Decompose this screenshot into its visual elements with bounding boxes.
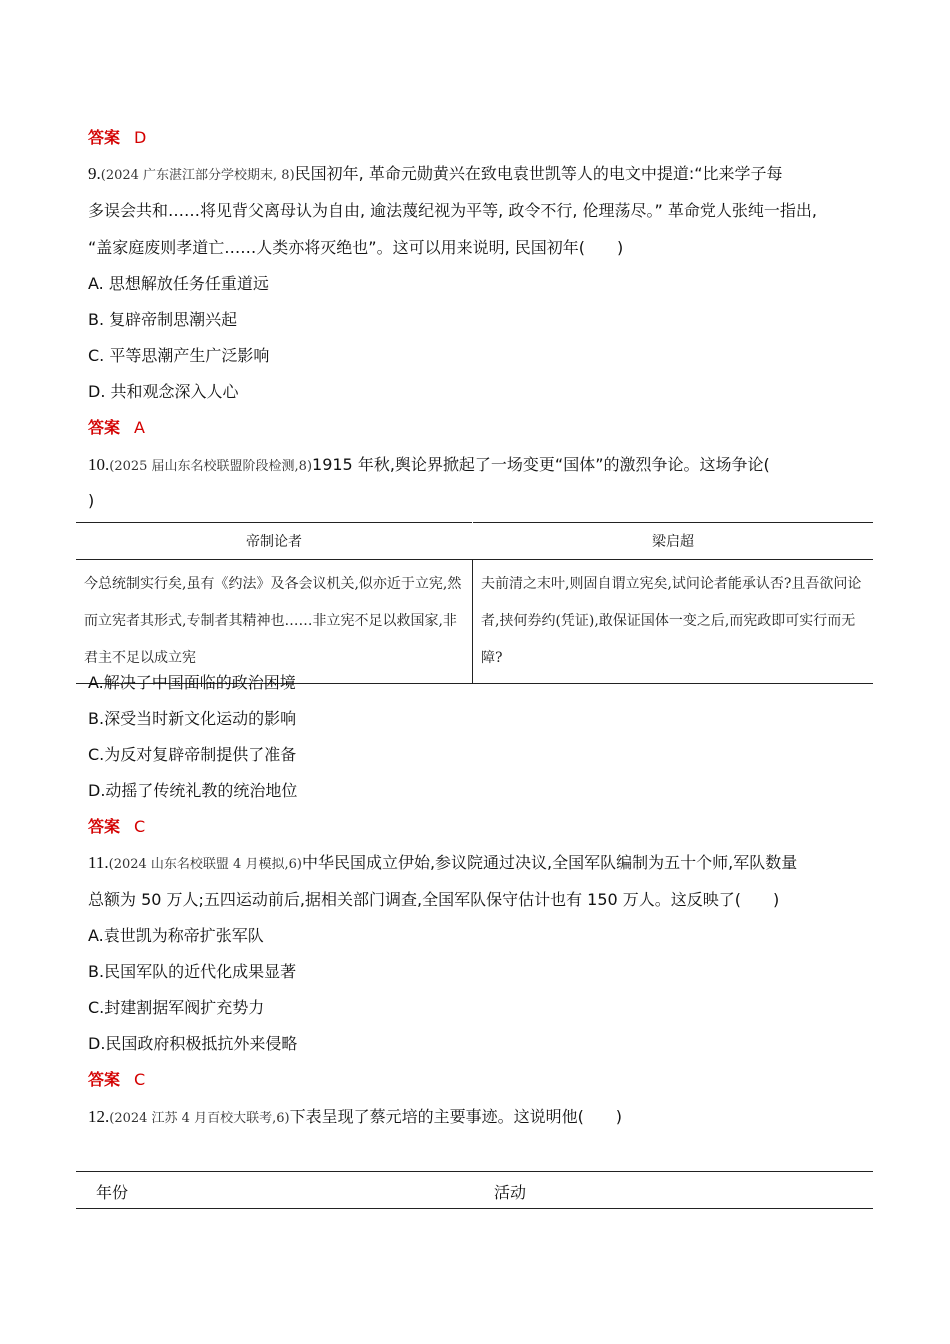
q9-option-a: A. 思想解放任务任重道远	[88, 274, 269, 293]
q12-table-header-row	[76, 1171, 873, 1209]
q10-option-c: C.为反对复辟帝制提供了准备	[88, 745, 297, 764]
question-source: (2024 江苏 4 月百校大联考,6)	[109, 1111, 290, 1126]
table-cell: 今总统制实行矣,虽有《约法》及各会议机关,似亦近于立宪,然而立宪者其形式,专制者其精神也……非立宪不足以救国家,非君主不足以成立宪	[76, 560, 473, 684]
stem-text: 1915 年秋,舆论界掀起了一场变更“国体”的激烈争论。这场争论(	[312, 455, 770, 474]
question-source: (2024 山东名校联盟 4 月模拟,6)	[108, 857, 302, 872]
table-header-activity: 活动	[494, 1183, 527, 1202]
q10-option-d: D.动摇了传统礼教的统治地位	[88, 781, 298, 800]
q11-option-a: A.袁世凯为称帝扩张军队	[88, 926, 264, 945]
answer-label: 答案	[88, 128, 121, 147]
table-header-year: 年份	[96, 1183, 129, 1202]
q10-stem-line1	[88, 455, 770, 477]
answer-value: A	[134, 418, 145, 437]
question-source: (2025 届山东名校联盟阶段检测,8)	[109, 459, 313, 474]
question-number: 11.	[88, 853, 109, 872]
q9-option-b: B. 复辟帝制思潮兴起	[88, 310, 238, 329]
q9-stem-line2: 多误会共和……将见背父离母认为自由, 逾法蔑纪视为平等, 政令不行, 伦理荡尽。” 革命党人张纯一指出,	[88, 201, 817, 220]
table-row	[76, 560, 873, 684]
answer-value: D	[134, 128, 147, 147]
answer-label: 答案	[88, 817, 121, 836]
q9-stem-line3: “盖家庭废则孝道亡……人类亦将灭绝也”。这可以用来说明, 民国初年( )	[88, 238, 624, 257]
answer-label: 答案	[88, 1070, 121, 1089]
q10-option-a: A.解决了中国面临的政治困境	[88, 673, 296, 692]
answer-value: C	[134, 817, 146, 836]
answer-label: 答案	[88, 418, 121, 437]
q10-stem-line2: )	[88, 491, 95, 510]
question-number: 10.	[88, 455, 110, 474]
table-header: 梁启超	[473, 523, 874, 560]
q9-option-d: D. 共和观念深入人心	[88, 382, 239, 401]
q11-answer	[88, 1070, 145, 1090]
stem-text: 下表呈现了蔡元培的主要事迹。这说明他( )	[289, 1107, 623, 1126]
answer-value: C	[134, 1070, 146, 1089]
q10-answer	[88, 817, 145, 837]
q9-answer	[88, 418, 145, 438]
stem-text: 中华民国成立伊始,参议院通过决议,全国军队编制为五十个师,军队数量	[301, 853, 798, 872]
question-number: 12.	[88, 1107, 110, 1126]
q11-option-d: D.民国政府积极抵抗外来侵略	[88, 1034, 298, 1053]
question-source: (2024 广东湛江部分学校期末, 8)	[100, 168, 295, 183]
q11-stem-line1	[88, 853, 797, 875]
stem-text: 民国初年, 革命元勋黄兴在致电袁世凯等人的电文中提道:“比来学子每	[294, 164, 783, 183]
q11-option-b: B.民国军队的近代化成果显著	[88, 962, 297, 981]
q12-stem-line1	[88, 1107, 622, 1129]
question-number: 9.	[88, 164, 101, 183]
q9-stem-line1	[88, 164, 783, 186]
q11-option-c: C.封建割据军阀扩充势力	[88, 998, 265, 1017]
table-cell: 夫前清之末叶,则固自谓立宪矣,试问论者能承认否?且吾欲问论者,挟何券约(凭证),敢保证国体一变之后,而宪政即可实行而无障?	[473, 560, 874, 684]
q10-option-b: B.深受当时新文化运动的影响	[88, 709, 297, 728]
table-header: 帝制论者	[76, 523, 473, 560]
q11-stem-line2: 总额为 50 万人;五四运动前后,据相关部门调查,全国军队保守估计也有 150 万人。这反映了( )	[88, 890, 780, 909]
q10-table	[76, 522, 873, 684]
q8-answer	[88, 128, 146, 148]
q9-option-c: C. 平等思潮产生广泛影响	[88, 346, 270, 365]
